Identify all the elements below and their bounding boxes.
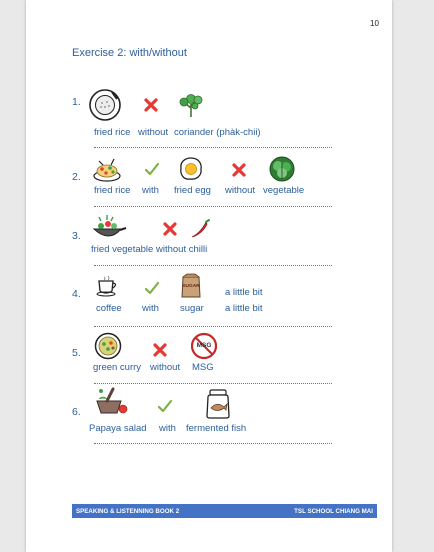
label-without: without bbox=[150, 362, 181, 373]
page-number: 10 bbox=[370, 19, 379, 28]
label-fermented-fish: fermented fish bbox=[186, 423, 247, 434]
footer-book-title: SPEAKING & LISTENNING BOOK 2 bbox=[76, 508, 180, 515]
label-with: with bbox=[159, 423, 176, 434]
label-papaya-salad: Papaya salad bbox=[89, 423, 147, 434]
row-number: 6. bbox=[72, 406, 81, 418]
answer-line bbox=[94, 265, 332, 266]
row-number: 1. bbox=[72, 96, 81, 108]
cross-icon bbox=[143, 97, 159, 113]
answer-line bbox=[94, 147, 332, 148]
no-msg-icon bbox=[190, 332, 218, 360]
label-vegetable: vegetable bbox=[263, 185, 305, 196]
row-number: 5. bbox=[72, 347, 81, 359]
green-curry-bowl-icon bbox=[93, 332, 123, 360]
label-fried-rice: fried rice bbox=[94, 185, 131, 196]
check-icon bbox=[157, 398, 173, 414]
label-msg: MSG bbox=[192, 362, 214, 373]
fried-vegetable-wok-icon bbox=[91, 213, 127, 241]
label-sugar: sugar bbox=[180, 303, 204, 314]
label-a-little-bit: a little bit bbox=[225, 287, 263, 298]
papaya-salad-mortar-icon bbox=[93, 387, 129, 417]
label-a-little-bit: a little bit bbox=[225, 303, 263, 314]
fermented-fish-jar-icon bbox=[203, 388, 233, 420]
footer-school-name: TSL SCHOOL CHIANG MAI bbox=[294, 508, 373, 515]
coriander-icon bbox=[178, 92, 204, 118]
label-coriander: coriander (phàk-chii) bbox=[174, 127, 261, 138]
chilli-icon bbox=[189, 218, 211, 240]
label-fried-egg: fried egg bbox=[174, 185, 211, 196]
check-icon bbox=[144, 161, 160, 177]
label-coffee: coffee bbox=[96, 303, 122, 314]
cross-icon bbox=[162, 221, 178, 237]
label-with: with bbox=[142, 303, 159, 314]
fried-rice-dish-icon bbox=[92, 155, 122, 183]
check-icon bbox=[144, 280, 160, 296]
sugar-bag-icon bbox=[180, 273, 202, 299]
msg-sign-label: MSG bbox=[196, 342, 212, 349]
answer-line bbox=[94, 326, 332, 327]
answer-line bbox=[94, 206, 332, 207]
row-number: 4. bbox=[72, 288, 81, 300]
cross-icon bbox=[231, 162, 247, 178]
coffee-cup-icon bbox=[96, 275, 120, 297]
document-page bbox=[26, 0, 392, 552]
exercise-title: Exercise 2: with/without bbox=[72, 47, 187, 59]
label-green-curry: green curry bbox=[93, 362, 142, 373]
fried-rice-plate-icon bbox=[88, 88, 122, 122]
cross-icon bbox=[152, 342, 168, 358]
label-without: without bbox=[138, 127, 169, 138]
label-fried-vegetable: fried vegetable bbox=[91, 244, 154, 255]
sugar-bag-label: SUGAR bbox=[182, 284, 200, 289]
answer-line bbox=[94, 383, 332, 384]
label-fried-rice: fried rice bbox=[94, 127, 131, 138]
vegetable-icon bbox=[268, 155, 296, 183]
label-without-chilli: without chilli bbox=[156, 244, 208, 255]
answer-line bbox=[94, 443, 332, 444]
row-number: 3. bbox=[72, 230, 81, 242]
label-without: without bbox=[225, 185, 256, 196]
fried-egg-icon bbox=[178, 156, 204, 182]
row-number: 2. bbox=[72, 171, 81, 183]
label-with: with bbox=[142, 185, 159, 196]
footer-bar bbox=[72, 504, 377, 518]
